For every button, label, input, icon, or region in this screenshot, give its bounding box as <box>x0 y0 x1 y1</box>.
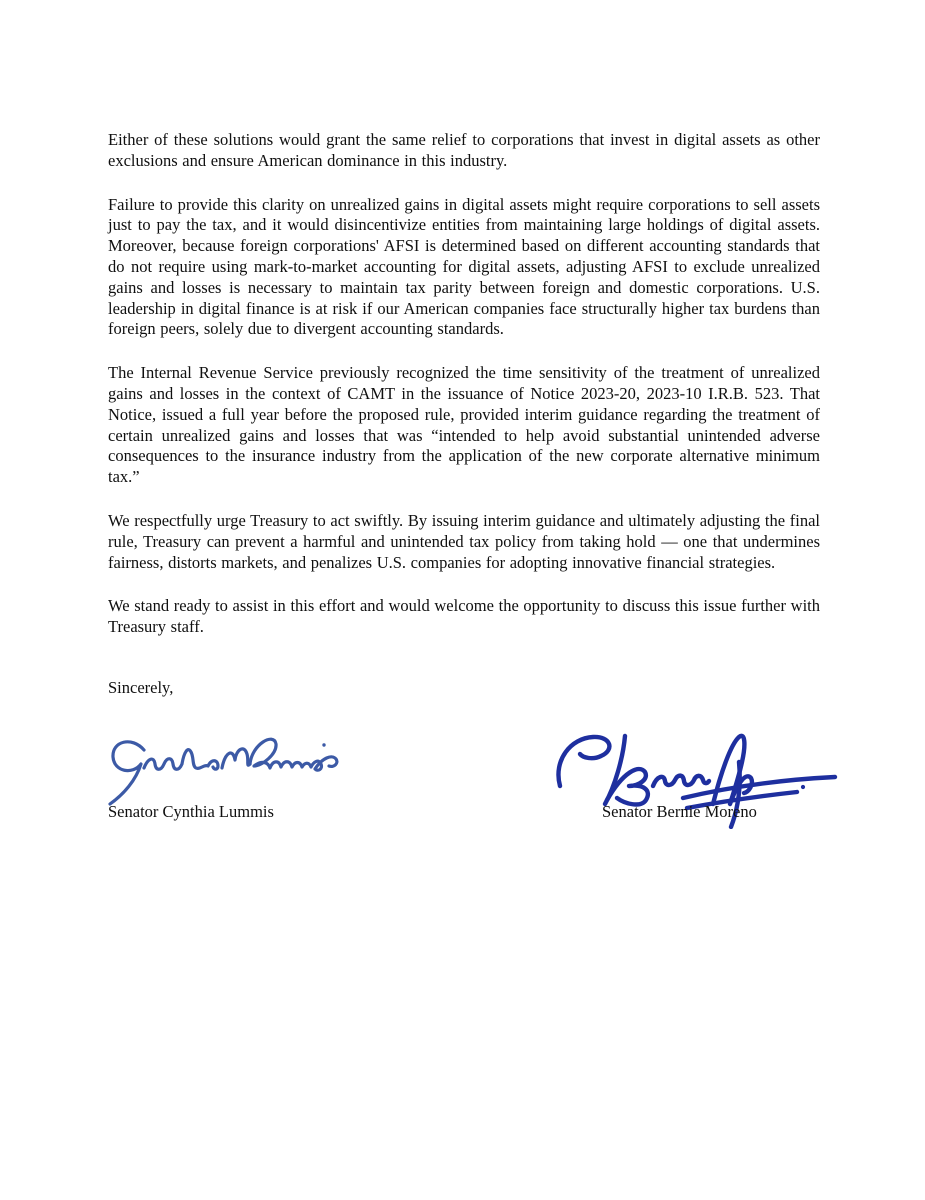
moreno-stroke-ernie <box>653 775 709 785</box>
moreno-end-dot <box>801 785 805 789</box>
lummis-stroke-m <box>222 749 250 768</box>
moreno-signature-name: Senator Bernie Moreno <box>602 801 757 821</box>
moreno-stroke-m <box>713 736 752 804</box>
paragraph-1: Either of these solutions would grant the same relief to corporations that invest in digital assets as other exclusions and ensure American dominance in this industry. <box>108 130 820 170</box>
paragraph-2: Failure to provide this clarity on unrealized gains in digital assets might require corporations to sell assets just to pay the tax, and it would disincentivize entities from maintaining large holdings of digital assets. Moreover, because foreign corporations' AFSI is determined based on different accounting standards that do not require using mark-to-market accounting for digital assets, adjusting AFSI to exclude unrealized gains and losses is necessary to maintain tax parity between foreign and domestic corporations. U.S. leadership in digital finance is at risk if our American companies face structurally higher tax burdens than foreign peers, solely due to divergent accounting standards. <box>108 194 820 339</box>
lummis-stroke-ynthia <box>144 749 218 769</box>
paragraph-4: We respectfully urge Treasury to act swiftly. By issuing interim guidance and ultimately adjusting the final rule, Treasury can prevent a harmful and unintended tax policy from taking hold — one that undermines fairness, distorts markets, and penalizes U.S. companies for adopting innovative financial strategies. <box>108 510 820 572</box>
lummis-i-dot <box>322 743 325 746</box>
paragraph-5: We stand ready to assist in this effort and would welcome the opportunity to discuss this issue further with Treasury staff. <box>108 596 820 637</box>
lummis-signature-name: Senator Cynthia Lummis <box>108 801 274 821</box>
moreno-stroke-b-bowls <box>607 769 648 804</box>
cynthia-lummis-signature-image <box>100 728 345 808</box>
lummis-stroke-c <box>110 742 144 804</box>
signature-block <box>108 728 848 878</box>
closing-sincerely: Sincerely, <box>108 677 174 697</box>
paragraph-3: The Internal Revenue Service previously recognized the time sensitivity of the treatment of unrealized gains and losses in the context of CAMT in the issuance of Notice 2023-20, 2023-10 I.R.B. 523. That Notice, issued a full year before the proposed rule, provided interim guidance regarding the treatment of certain unrealized gains and losses that was “intended to help avoid substantial unintended adverse consequences to the insurance industry from the application of the new corporate alternative minimum tax.” <box>108 363 820 487</box>
moreno-stroke-flourish <box>558 737 609 786</box>
